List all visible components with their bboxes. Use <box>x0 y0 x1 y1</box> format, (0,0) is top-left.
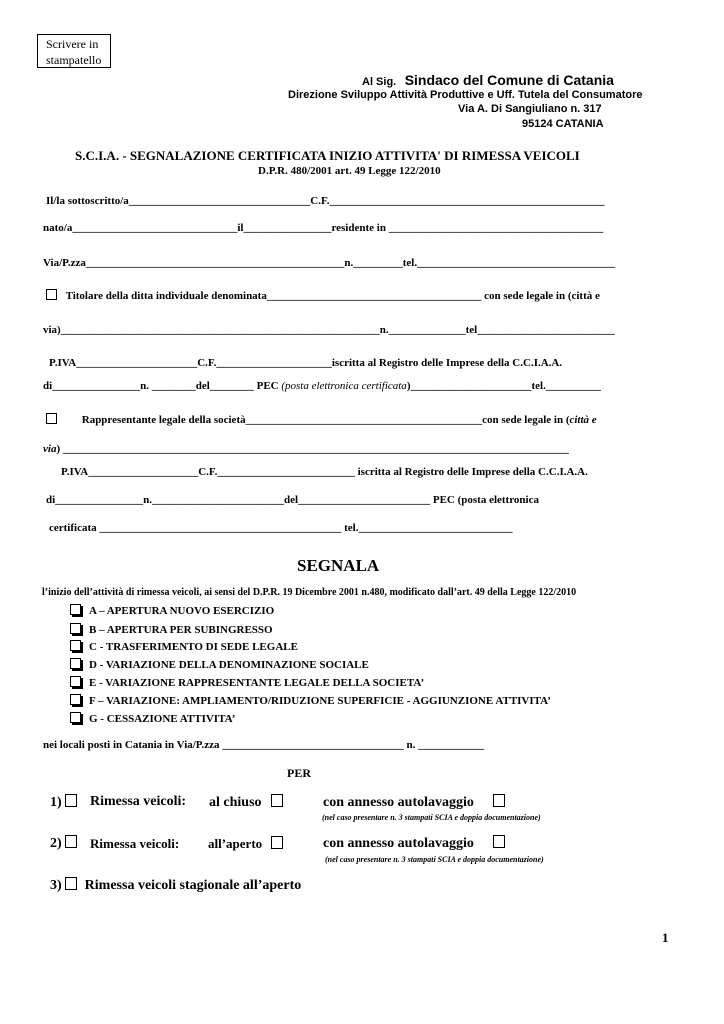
pec-titolare-italic: (posta elettronica certificata <box>281 380 407 392</box>
rimessa-2-where-label: all’aperto <box>208 836 263 851</box>
print-instruction-box <box>37 34 111 68</box>
print-instruction-line2: stampatello <box>46 53 102 67</box>
option-e[interactable] <box>70 676 424 689</box>
rimessa-2-where <box>208 836 283 852</box>
rimessa-2-label: Rimessa veicoli: <box>90 836 180 851</box>
field-row-piva-societa[interactable]: P.IVA____________________C.F._________________________ iscritta al Registro delle Imprese della C.C.I.A.A. <box>61 466 588 478</box>
page-number: 1 <box>662 930 669 945</box>
rimessa-3-label: Rimessa veicoli stagionale all’aperto <box>84 878 302 893</box>
rimessa-1-where-label: al chiuso <box>209 795 262 810</box>
pec-titolare-suffix: )______________________tel.__________ <box>406 380 601 392</box>
field-row-sottoscritto[interactable]: Il/la sottoscritto/a_________________________________C.F.__________________________________________________ <box>46 195 605 207</box>
titolare-label[interactable]: Titolare della ditta individuale denominata_______________________________________ con sede legale in (città e <box>65 290 600 302</box>
rimessa-1-annex-label: con annesso autolavaggio <box>323 795 474 810</box>
option-g-label: G - CESSAZIONE ATTIVITA’ <box>89 713 236 725</box>
recipient-prefix: Al Sig. <box>362 76 397 88</box>
field-row-certificata[interactable]: certificata ____________________________________________ tel.____________________________ <box>49 522 513 534</box>
document-title: S.C.I.A. - SEGNALAZIONE CERTIFICATA INIZIO ATTIVITA' DI RIMESSA VEICOLI <box>75 148 580 163</box>
field-row-via-titolare[interactable]: via)__________________________________________________________n.______________tel_________________________ <box>43 324 615 336</box>
rimessa-3 <box>50 877 301 894</box>
recipient-header <box>362 72 614 90</box>
rappresentante-citta: città e <box>569 414 597 426</box>
rimessa-1-where <box>209 794 283 811</box>
option-c[interactable] <box>70 640 298 653</box>
field-row-pec-titolare[interactable] <box>43 380 601 392</box>
option-e-label: E - VARIAZIONE RAPPRESENTANTE LEGALE DELLA SOCIETA’ <box>89 677 425 689</box>
recipient-address: Via A. Di Sangiuliano n. 317 <box>458 103 602 115</box>
rappresentante-checkbox[interactable] <box>46 413 57 424</box>
via-societa-italic: via <box>43 443 57 455</box>
rimessa-1-number <box>50 794 77 811</box>
option-g-checkbox[interactable] <box>70 712 81 723</box>
option-b-label: B – APERTURA PER SUBINGRESSO <box>89 624 273 636</box>
option-a-label: A – APERTURA NUOVO ESERCIZIO <box>89 605 275 617</box>
rimessa-3-num: 3) <box>50 878 62 893</box>
option-g[interactable] <box>70 712 235 725</box>
recipient-city: 95124 CATANIA <box>522 118 604 130</box>
rimessa-2-checkbox[interactable] <box>65 835 77 848</box>
segnala-heading: SEGNALA <box>297 556 380 575</box>
rappresentante-label[interactable]: Rappresentante legale della società___________________________________________con sede legale in ( <box>81 414 570 426</box>
rimessa-1-note: (nel caso presentare n. 3 stampati SCIA e doppia documentazione) <box>322 813 541 822</box>
option-c-label: C - TRASFERIMENTO DI SEDE LEGALE <box>89 641 298 653</box>
rimessa-1-annex <box>323 794 505 811</box>
rimessa-1-checkbox[interactable] <box>65 794 77 807</box>
option-d-label: D - VARIAZIONE DELLA DENOMINAZIONE SOCIALE <box>89 659 369 671</box>
via-societa-line: ) ____________________________________________________________________________________________ <box>56 443 569 455</box>
recipient-name: Sindaco del Comune di Catania <box>404 72 614 88</box>
rimessa-2-annex-checkbox[interactable] <box>493 835 505 848</box>
option-a-checkbox[interactable] <box>70 604 81 615</box>
document-subtitle: D.P.R. 480/2001 art. 49 Legge 122/2010 <box>258 165 441 177</box>
rimessa-2-where-checkbox[interactable] <box>271 836 283 849</box>
rimessa-2-annex-label: con annesso autolavaggio <box>323 836 474 851</box>
rimessa-1-where-checkbox[interactable] <box>271 794 283 807</box>
rimessa-2-number <box>50 835 77 852</box>
per-heading: PER <box>287 766 311 780</box>
print-instruction-line1: Scrivere in <box>46 37 99 51</box>
option-f-checkbox[interactable] <box>70 694 81 705</box>
rimessa-1-num: 1) <box>50 795 62 810</box>
rappresentante-row <box>46 413 597 426</box>
rimessa-2-note: (nel caso presentare n. 3 stampati SCIA e doppia documentazione) <box>325 855 544 864</box>
option-d-checkbox[interactable] <box>70 658 81 669</box>
option-a[interactable] <box>70 604 274 617</box>
option-b-checkbox[interactable] <box>70 623 81 634</box>
option-f-label: F – VARIAZIONE: AMPLIAMENTO/RIDUZIONE SUPERFICIE - AGGIUNZIONE ATTIVITA’ <box>89 695 551 707</box>
rimessa-3-checkbox[interactable] <box>65 877 77 890</box>
segnala-intro: l’inizio dell’attività di rimessa veicoli, ai sensi del D.P.R. 19 Dicembre 2001 n.480, modificato dall’art. 49 della Legge 122/2010 <box>42 587 577 598</box>
rimessa-1-label: Rimessa veicoli: <box>90 794 187 809</box>
field-row-pec-societa[interactable]: di________________n.________________________del________________________ PEC (posta elettronica <box>46 494 539 506</box>
option-d[interactable] <box>70 658 369 671</box>
field-row-locali[interactable]: nei locali posti in Catania in Via/P.zza _________________________________ n. ____________ <box>43 739 485 751</box>
rimessa-2-annex <box>323 835 505 852</box>
field-row-nato[interactable]: nato/a______________________________il________________residente in _______________________________________ <box>43 222 604 234</box>
rimessa-2-num: 2) <box>50 836 62 851</box>
field-row-piva-titolare[interactable]: P.IVA______________________C.F._____________________iscritta al Registro delle Imprese della C.C.I.A.A. <box>49 357 563 369</box>
recipient-department: Direzione Sviluppo Attività Produttive e Uff. Tutela del Consumatore <box>288 89 643 101</box>
field-row-via[interactable]: Via/P.zza_______________________________________________n._________tel.____________________________________ <box>43 257 616 269</box>
titolare-row <box>46 289 600 302</box>
option-f[interactable] <box>70 694 551 707</box>
field-row-via-societa[interactable] <box>43 443 569 455</box>
rimessa-1-annex-checkbox[interactable] <box>493 794 505 807</box>
option-e-checkbox[interactable] <box>70 676 81 687</box>
pec-titolare-prefix: di________________n. ________del________ PEC <box>43 380 282 392</box>
option-b[interactable] <box>70 623 273 636</box>
titolare-checkbox[interactable] <box>46 289 57 300</box>
option-c-checkbox[interactable] <box>70 640 81 651</box>
